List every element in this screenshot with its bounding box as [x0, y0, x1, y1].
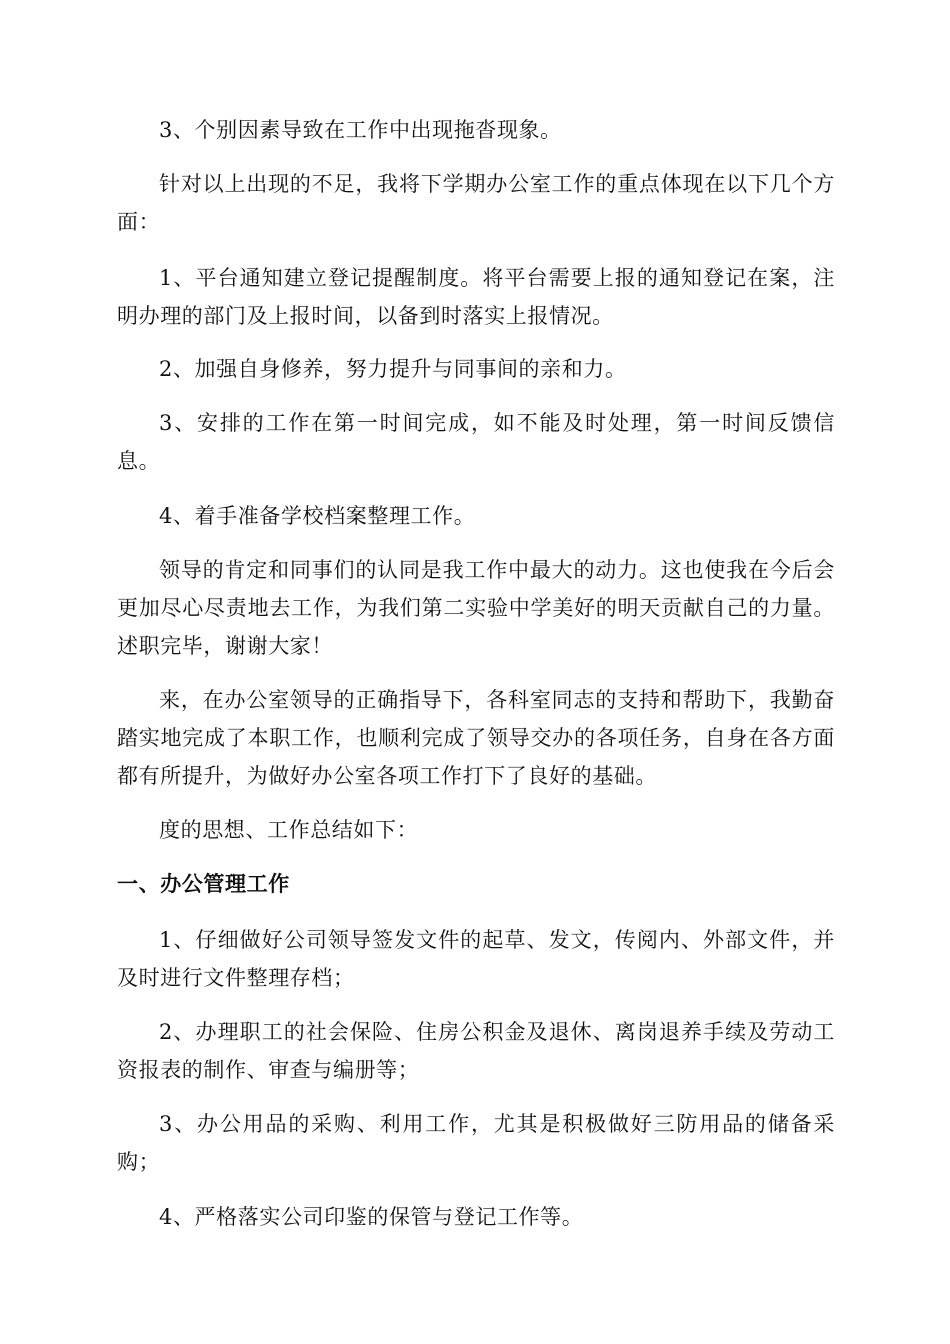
section-heading: 一、办公管理工作 — [117, 872, 290, 896]
paragraph-8: 来，在办公室领导的正确指导下，各科室同志的支持和帮助下，我勤奋踏实地完成了本职工作，也顺利完成了领导交办的各项任务，自身在各方面都有所提升，为做好办公室各项工作打下了良好的基础。 — [117, 688, 835, 788]
section-item-3: 3、办公用品的采购、利用工作，尤其是积极做好三防用品的储备采购； — [117, 1112, 835, 1174]
paragraph-6: 4、着手准备学校档案整理工作。 — [159, 504, 476, 528]
paragraph-7: 领导的肯定和同事们的认同是我工作中最大的动力。这也使我在今后会更加尽心尽责地去工作，为我们第二实验中学美好的明天贡献自己的力量。述职完毕，谢谢大家！ — [117, 558, 835, 658]
paragraph-5: 3、安排的工作在第一时间完成，如不能及时处理，第一时间反馈信息。 — [117, 411, 835, 473]
paragraph-1: 3、个别因素导致在工作中出现拖沓现象。 — [159, 118, 562, 142]
section-item-2: 2、办理职工的社会保险、住房公积金及退休、离岗退养手续及劳动工资报表的制作、审查与编册等； — [117, 1020, 835, 1082]
paragraph-2: 针对以上出现的不足，我将下学期办公室工作的重点体现在以下几个方面： — [117, 172, 835, 234]
paragraph-9: 度的思想、工作总结如下： — [159, 818, 419, 842]
section-item-4: 4、严格落实公司印鉴的保管与登记工作等。 — [159, 1205, 584, 1229]
paragraph-4: 2、加强自身修养，努力提升与同事间的亲和力。 — [159, 357, 627, 381]
section-item-1: 1、仔细做好公司领导签发文件的起草、发文，传阅内、外部文件，并及时进行文件整理存档； — [117, 928, 835, 990]
paragraph-3: 1、平台通知建立登记提醒制度。将平台需要上报的通知登记在案，注明办理的部门及上报时间，以备到时落实上报情况。 — [117, 266, 835, 328]
